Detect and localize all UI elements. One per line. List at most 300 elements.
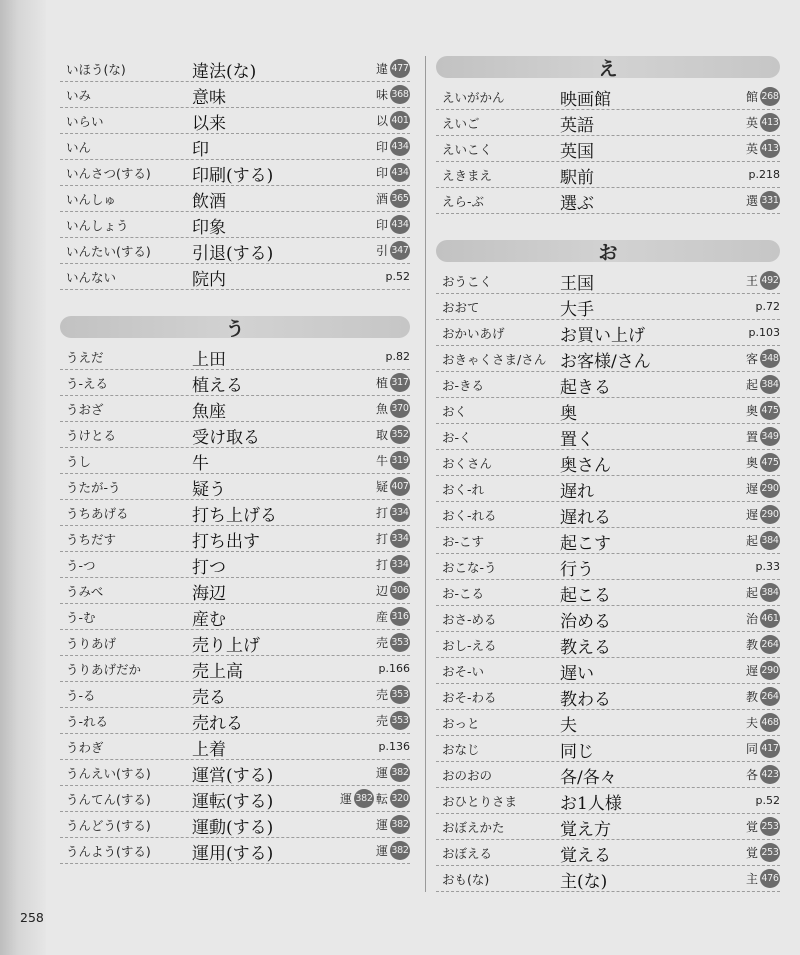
entry-row — [436, 268, 780, 294]
entry-reference — [746, 583, 780, 602]
reference-kanji: 英 — [745, 142, 758, 156]
entry-row — [436, 450, 780, 476]
entry-row — [60, 552, 410, 578]
entry-word: 魚座 — [192, 402, 226, 422]
reference-kanji: 産 — [375, 610, 388, 624]
reference-number-badge: 413 — [760, 113, 780, 132]
entry-row — [436, 502, 780, 528]
entry-reading: うけとる — [66, 428, 117, 443]
entry-word: 売れる — [192, 714, 243, 734]
reference-kanji: 英 — [745, 116, 758, 130]
page-reference: p.52 — [755, 794, 780, 807]
entry-row — [436, 606, 780, 632]
entry-reading: お-こす — [442, 534, 485, 549]
entry-reading: うんえい(する) — [66, 766, 151, 781]
page-reference: p.218 — [748, 168, 780, 181]
reference-number-badge: 253 — [760, 817, 780, 836]
entry-word: 教える — [560, 638, 611, 658]
section-header: お — [436, 240, 780, 262]
entry-row — [436, 736, 780, 762]
reference-number-badge: 264 — [760, 635, 780, 654]
entry-reference — [746, 739, 780, 758]
reference-number-badge: 264 — [760, 687, 780, 706]
entry-row — [436, 684, 780, 710]
entry-row — [436, 136, 780, 162]
entry-reference — [746, 87, 780, 106]
reference-kanji: 印 — [375, 166, 388, 180]
page-reference: p.72 — [755, 300, 780, 313]
entry-word: 上田 — [192, 350, 226, 370]
entry-reading: おく-れ — [442, 482, 485, 497]
entry-reference — [376, 373, 410, 392]
page-reference: p.136 — [378, 740, 410, 753]
entry-reading: おそ-い — [442, 664, 485, 679]
reference-number-badge: 348 — [760, 349, 780, 368]
entry-row — [436, 710, 780, 736]
entry-row — [436, 320, 780, 346]
entry-reference — [376, 215, 410, 234]
entry-reference — [376, 503, 410, 522]
entry-reading: おかいあげ — [442, 326, 505, 341]
entry-row — [60, 212, 410, 238]
entry-word: 治める — [560, 612, 611, 632]
reference-kanji: 酒 — [375, 192, 388, 206]
entry-word: お1人様 — [560, 794, 622, 814]
reference-number-badge: 434 — [390, 137, 410, 156]
entry-word: 駅前 — [560, 168, 594, 188]
entry-reading: お-く — [442, 430, 472, 445]
entry-row — [60, 734, 410, 760]
entry-reading: うわぎ — [66, 740, 104, 755]
entry-word: 起こす — [560, 534, 611, 554]
entry-row — [60, 604, 410, 630]
entry-reading: おなじ — [442, 742, 480, 757]
entry-reference — [376, 399, 410, 418]
reference-kanji: 魚 — [375, 402, 388, 416]
entry-reference — [376, 85, 410, 104]
entry-reference — [746, 191, 780, 210]
reference-kanji: 印 — [375, 218, 388, 232]
reference-number-badge: 334 — [390, 503, 410, 522]
entry-reference — [376, 241, 410, 260]
entry-row — [60, 630, 410, 656]
entry-word: 運動(する) — [192, 818, 274, 838]
reference-number-badge: 349 — [760, 427, 780, 446]
entry-reading: うんよう(する) — [66, 844, 151, 859]
entry-row — [436, 762, 780, 788]
reference-kanji: 夫 — [745, 716, 758, 730]
entry-word: 違法(な) — [192, 62, 257, 82]
entry-reading: うちあげる — [66, 506, 129, 521]
entry-reference — [746, 271, 780, 290]
entry-reference — [746, 817, 780, 836]
reference-kanji: 違 — [375, 62, 388, 76]
entry-reference — [746, 349, 780, 368]
entry-reading: おぼえる — [442, 846, 493, 861]
reference-number-badge: 353 — [390, 633, 410, 652]
entry-row — [436, 658, 780, 684]
entry-word: 産む — [192, 610, 226, 630]
reference-kanji: 打 — [375, 532, 388, 546]
entry-reading: いみ — [66, 88, 92, 103]
entry-word: 運用(する) — [192, 844, 274, 864]
entry-reading: おし-える — [442, 638, 497, 653]
entry-reference — [376, 685, 410, 704]
reference-number-badge: 353 — [390, 685, 410, 704]
reference-kanji: 牛 — [375, 454, 388, 468]
reference-number-badge: 253 — [760, 843, 780, 862]
entry-word: 各/各々 — [560, 768, 617, 788]
entry-word: 置く — [560, 430, 594, 450]
entry-row — [60, 422, 410, 448]
entry-row — [60, 474, 410, 500]
entry-row — [436, 294, 780, 320]
entry-row — [60, 448, 410, 474]
entry-reading: いんしょう — [66, 218, 129, 233]
entry-word: 奥 — [560, 404, 577, 424]
entry-row — [60, 656, 410, 682]
right-column — [436, 56, 780, 892]
entry-reading: う-る — [66, 688, 96, 703]
entry-word: 起きる — [560, 378, 611, 398]
reference-kanji: 疑 — [375, 480, 388, 494]
entry-reading: うえだ — [66, 350, 104, 365]
entry-reading: うんどう(する) — [66, 818, 151, 833]
reference-kanji: 売 — [375, 688, 388, 702]
entry-reading: えいこく — [442, 142, 493, 157]
entry-reading: えら-ぶ — [442, 194, 485, 209]
entry-reference — [746, 869, 780, 888]
reference-kanji: 運 — [375, 818, 388, 832]
entry-reference — [756, 297, 780, 316]
reference-number-badge: 434 — [390, 163, 410, 182]
entry-reading: おひとりさま — [442, 794, 518, 809]
left-column — [60, 56, 410, 864]
entry-reference — [749, 165, 780, 184]
entry-reading: いんたい(する) — [66, 244, 151, 259]
entry-reference — [746, 401, 780, 420]
reference-kanji: 王 — [745, 274, 758, 288]
column-divider — [425, 56, 426, 892]
entry-word: 選ぶ — [560, 194, 594, 214]
reference-kanji: 印 — [375, 140, 388, 154]
entry-reference — [756, 557, 780, 576]
reference-kanji: 取 — [375, 428, 388, 442]
entry-reference — [376, 555, 410, 574]
page-reference: p.166 — [378, 662, 410, 675]
entry-word: 同じ — [560, 742, 594, 762]
entry-reading: うたが-う — [66, 480, 121, 495]
reference-number-badge: 368 — [390, 85, 410, 104]
entry-row — [436, 580, 780, 606]
reference-number-badge: 413 — [760, 139, 780, 158]
reference-number-badge: 306 — [390, 581, 410, 600]
entry-reference — [376, 841, 410, 860]
entry-reading: おくさん — [442, 456, 493, 471]
entry-row — [60, 760, 410, 786]
entry-reference — [340, 789, 410, 808]
reference-kanji: 主 — [745, 872, 758, 886]
entry-reference — [756, 791, 780, 810]
entry-reading: う-れる — [66, 714, 109, 729]
entry-word: 売り上げ — [192, 636, 260, 656]
entry-word: 夫 — [560, 716, 577, 736]
reference-number-badge: 475 — [760, 453, 780, 472]
reference-number-badge: 316 — [390, 607, 410, 626]
entry-reference — [746, 139, 780, 158]
entry-word: 受け取る — [192, 428, 260, 448]
reference-number-badge: 382 — [390, 815, 410, 834]
entry-reading: いんない — [66, 270, 117, 285]
page-reference: p.33 — [755, 560, 780, 573]
entry-row — [436, 632, 780, 658]
entry-row — [60, 370, 410, 396]
entry-row — [436, 398, 780, 424]
entry-row — [60, 786, 410, 812]
entry-row — [60, 838, 410, 864]
entry-word: 意味 — [192, 88, 226, 108]
entry-reading: うちだす — [66, 532, 117, 547]
reference-number-badge: 290 — [760, 479, 780, 498]
reference-number-badge: 492 — [760, 271, 780, 290]
reference-number-badge: 382 — [390, 763, 410, 782]
reference-number-badge: 334 — [390, 555, 410, 574]
reference-kanji: 以 — [375, 114, 388, 128]
entry-word: 映画館 — [560, 90, 611, 110]
reference-kanji: 各 — [745, 768, 758, 782]
entry-row — [436, 372, 780, 398]
entry-reference — [376, 815, 410, 834]
entry-reading: お-きる — [442, 378, 485, 393]
reference-number-badge: 384 — [760, 531, 780, 550]
entry-reading: うし — [66, 454, 92, 469]
reference-number-badge: 384 — [760, 583, 780, 602]
reference-number-badge: 468 — [760, 713, 780, 732]
entry-row — [436, 814, 780, 840]
entry-row — [60, 708, 410, 734]
entry-reference — [376, 425, 410, 444]
entry-row — [60, 186, 410, 212]
entry-word: 売る — [192, 688, 226, 708]
entry-reading: おく — [442, 404, 468, 419]
entry-reading: いん — [66, 140, 92, 155]
entry-reading: いらい — [66, 114, 104, 129]
entry-row — [60, 682, 410, 708]
entry-row — [436, 840, 780, 866]
entry-word: 打ち出す — [192, 532, 260, 552]
entry-row — [60, 526, 410, 552]
entry-reference — [749, 323, 780, 342]
entry-reference — [386, 347, 410, 366]
entry-reference — [746, 765, 780, 784]
reference-number-badge: 319 — [390, 451, 410, 470]
entry-word: 遅い — [560, 664, 594, 684]
entry-reading: う-つ — [66, 558, 96, 573]
entry-word: 飲酒 — [192, 192, 226, 212]
entry-word: 覚え方 — [560, 820, 611, 840]
reference-kanji: 売 — [375, 636, 388, 650]
entry-reference — [746, 375, 780, 394]
entry-row — [60, 82, 410, 108]
reference-number-badge: 417 — [760, 739, 780, 758]
entry-word: 牛 — [192, 454, 209, 474]
entry-row — [60, 238, 410, 264]
reference-kanji: 遅 — [745, 482, 758, 496]
entry-reading: おこな-う — [442, 560, 497, 575]
reference-kanji: 売 — [375, 714, 388, 728]
reference-kanji: 遅 — [745, 664, 758, 678]
entry-row — [436, 866, 780, 892]
entry-reference — [746, 609, 780, 628]
entry-reference — [376, 477, 410, 496]
entry-word: お客様/さん — [560, 352, 651, 372]
reference-kanji: 打 — [375, 506, 388, 520]
entry-reference — [386, 267, 410, 286]
entry-row — [60, 500, 410, 526]
reference-number-badge: 382 — [354, 789, 374, 808]
reference-number-badge: 365 — [390, 189, 410, 208]
entry-row — [60, 264, 410, 290]
reference-number-badge: 476 — [760, 869, 780, 888]
page-reference: p.103 — [748, 326, 780, 339]
entry-reference — [376, 711, 410, 730]
entry-reference — [376, 529, 410, 548]
entry-reference — [376, 581, 410, 600]
reference-kanji: 教 — [745, 690, 758, 704]
section-header: う — [60, 316, 410, 338]
reference-kanji: 覚 — [745, 846, 758, 860]
entry-reference — [376, 451, 410, 470]
entry-reading: うりあげ — [66, 636, 117, 651]
entry-word: 英語 — [560, 116, 594, 136]
entry-reading: う-む — [66, 610, 96, 625]
reference-kanji: 運 — [375, 844, 388, 858]
entry-reading: おきゃくさま/さん — [442, 352, 547, 367]
entry-reading: いんしゅ — [66, 192, 117, 207]
entry-reference — [746, 453, 780, 472]
reference-kanji: 遅 — [745, 508, 758, 522]
entry-word: 印象 — [192, 218, 226, 238]
entry-row — [60, 160, 410, 186]
reference-kanji: 運 — [375, 766, 388, 780]
entry-word: 運転(する) — [192, 792, 274, 812]
entry-row — [60, 108, 410, 134]
entry-row — [60, 812, 410, 838]
entry-reading: うんてん(する) — [66, 792, 151, 807]
entry-reference — [376, 633, 410, 652]
reference-number-badge: 370 — [390, 399, 410, 418]
reference-number-badge: 461 — [760, 609, 780, 628]
entry-word: 覚える — [560, 846, 611, 866]
entry-reading: う-える — [66, 376, 109, 391]
entry-word: 教わる — [560, 690, 611, 710]
page-binding-shadow — [0, 0, 46, 955]
entry-reference — [746, 427, 780, 446]
reference-number-badge: 401 — [390, 111, 410, 130]
reference-number-badge: 434 — [390, 215, 410, 234]
reference-number-badge: 384 — [760, 375, 780, 394]
reference-number-badge: 347 — [390, 241, 410, 260]
entry-word: 主(な) — [560, 872, 608, 892]
entry-row — [436, 346, 780, 372]
entry-reading: うみべ — [66, 584, 104, 599]
reference-number-badge: 290 — [760, 661, 780, 680]
entry-row — [60, 56, 410, 82]
entry-reading: おうこく — [442, 274, 493, 289]
entry-reference — [746, 661, 780, 680]
entry-reading: いほう(な) — [66, 62, 126, 77]
entry-reading: お-こる — [442, 586, 485, 601]
entry-reading: おおて — [442, 300, 480, 315]
entry-reference — [746, 635, 780, 654]
entry-word: 印刷(する) — [192, 166, 274, 186]
reference-kanji: 同 — [745, 742, 758, 756]
entry-word: 奥さん — [560, 456, 611, 476]
entry-reference — [376, 607, 410, 626]
reference-kanji: 客 — [745, 352, 758, 366]
entry-reading: えいがかん — [442, 90, 505, 105]
reference-kanji: 辺 — [375, 584, 388, 598]
entry-reference — [746, 843, 780, 862]
reference-kanji: 奥 — [745, 456, 758, 470]
entry-word: 運営(する) — [192, 766, 274, 786]
reference-kanji: 起 — [745, 586, 758, 600]
entry-row — [60, 578, 410, 604]
entry-reading: おさ-める — [442, 612, 497, 627]
entry-row — [436, 188, 780, 214]
entry-reference — [379, 659, 410, 678]
reference-kanji: 起 — [745, 378, 758, 392]
entry-reading: うりあげだか — [66, 662, 142, 677]
reference-kanji: 奥 — [745, 404, 758, 418]
reference-kanji: 選 — [745, 194, 758, 208]
reference-kanji: 置 — [745, 430, 758, 444]
entry-word: 遅れる — [560, 508, 611, 528]
entry-word: 打ち上げる — [192, 506, 277, 526]
entry-word: 以来 — [192, 114, 226, 134]
entry-reading: おのおの — [442, 768, 493, 783]
entry-row — [436, 162, 780, 188]
reference-kanji: 起 — [745, 534, 758, 548]
reference-kanji: 打 — [375, 558, 388, 572]
section-header: え — [436, 56, 780, 78]
page-reference: p.52 — [385, 270, 410, 283]
entry-reading: おも(な) — [442, 872, 490, 887]
entry-reference — [376, 111, 410, 130]
page-number: 258 — [20, 910, 44, 925]
entry-row — [436, 788, 780, 814]
entry-word: 王国 — [560, 274, 594, 294]
entry-reference — [376, 163, 410, 182]
reference-number-badge: 423 — [760, 765, 780, 784]
entry-reading: おぼえかた — [442, 820, 505, 835]
entry-reference — [746, 505, 780, 524]
entry-word: 行う — [560, 560, 594, 580]
reference-kanji: 治 — [745, 612, 758, 626]
entry-word: 遅れ — [560, 482, 594, 502]
reference-kanji: 味 — [375, 88, 388, 102]
reference-number-badge: 331 — [760, 191, 780, 210]
reference-number-badge: 407 — [390, 477, 410, 496]
entry-reference — [746, 113, 780, 132]
entry-reference — [746, 687, 780, 706]
reference-number-badge: 317 — [390, 373, 410, 392]
reference-number-badge: 268 — [760, 87, 780, 106]
entry-reading: おそ-わる — [442, 690, 497, 705]
reference-kanji: 転 — [375, 792, 388, 806]
entry-row — [436, 476, 780, 502]
entry-word: 起こる — [560, 586, 611, 606]
